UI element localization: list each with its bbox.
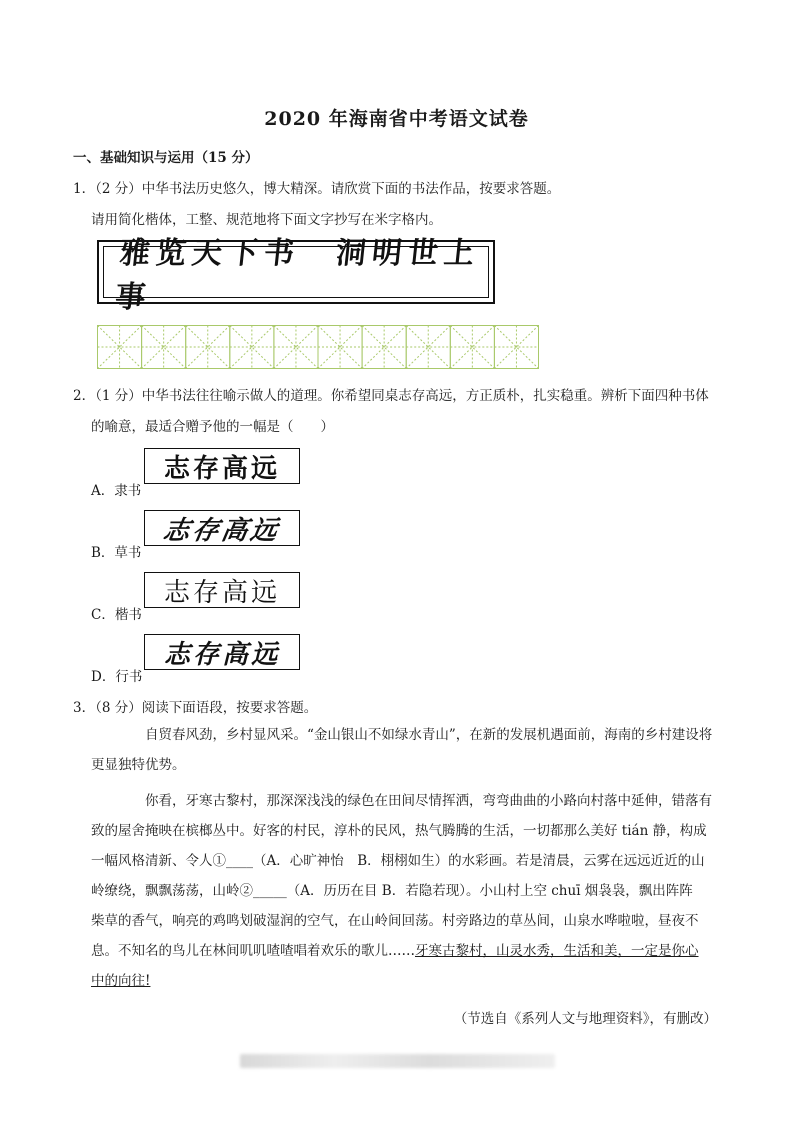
section-heading: 一、基础知识与运用（15 分） — [73, 150, 259, 166]
mi-grid-writing-area[interactable] — [97, 325, 539, 369]
page-title: 2020 年海南省中考语文试卷 — [264, 108, 529, 130]
p1-line1: 自贸春风劲，乡村显风采。“金山银山不如绿水青山”，在新的发展机遇面前，海南的乡村建设将 — [145, 727, 713, 743]
passage — [91, 720, 723, 996]
option-a-image[interactable] — [144, 448, 300, 484]
option-b-image[interactable] — [144, 510, 300, 546]
blurred-footer — [240, 1054, 555, 1068]
p2-line7-underlined: 中的向往! — [91, 973, 151, 989]
p2-line7 — [91, 966, 723, 996]
option-d-calligraphy: 志存高远 — [163, 639, 280, 670]
q2-stem-line1: 2．（1 分）中华书法往往喻示做人的道理。你希望同桌志存高远，方正质朴，扎实稳重。辨析下面四种书体 — [73, 388, 709, 404]
option-b-calligraphy: 志存高远 — [160, 515, 283, 546]
q1-stem: 1．（2 分）中华书法历史悠久，博大精深。请欣赏下面的书法作品，按要求答题。 — [73, 181, 561, 197]
p2-line1: 你看，牙寒古黎村，那深深浅浅的绿色在田间尽情挥洒，弯弯曲曲的小路向村落中延伸，错落有 — [145, 793, 712, 809]
p2-line6 — [91, 936, 723, 966]
p2-line2: 致的屋舍掩映在槟榔丛中。好客的村民，淳朴的民风，热气腾腾的生活，一切都那么美好 tián 静，构成 — [91, 823, 707, 839]
calligraphy-text: 雅览天下书 洞明世上事 — [113, 236, 482, 315]
option-c-image[interactable] — [144, 572, 300, 608]
q3-stem: 3．（8 分）阅读下面语段，按要求答题。 — [73, 700, 318, 716]
option-a-calligraphy: 志存高远 — [163, 453, 280, 484]
calligraphy-banner — [97, 236, 495, 315]
option-c-calligraphy: 志存高远 — [163, 577, 280, 608]
option-a-label: A．隶书 — [91, 483, 142, 499]
q2-stem-line2: 的喻意，最适合赠予他的一幅是（ ） — [91, 419, 334, 435]
source-citation: （节选自《系列人文与地理资料》，有删改） — [453, 1011, 717, 1027]
option-c-label: C．楷书 — [91, 607, 142, 623]
option-b-label: B．草书 — [91, 545, 142, 561]
q1-instruction: 请用简化楷体，工整、规范地将下面文字抄写在米字格内。 — [91, 212, 442, 228]
p2-line4: 岭缭绕，飘飘荡荡，山岭②_____（A．历历在目 B．若隐若现）。小山村上空 chuī 烟袅袅，飘出阵阵 — [91, 883, 693, 899]
p1-line2: 更显独特优势。 — [91, 757, 186, 773]
p2-line3: 一幅风格清新、令人①____（A．心旷神怡 B．栩栩如生）的水彩画。若是清晨，云雾在远远近近的山 — [91, 853, 705, 869]
p2-line6-underlined: 牙寒古黎村，山灵水秀，生活和美，一定是你心 — [415, 943, 699, 959]
p2-line5: 柴草的香气，响亮的鸡鸣划破湿润的空气，在山岭间回荡。村旁路边的草丛间，山泉水哗啦啦，昼夜不 — [91, 913, 699, 929]
option-d-image[interactable] — [144, 634, 300, 670]
option-d-label: D．行书 — [91, 669, 143, 685]
p2-line6-plain: 息。不知名的鸟儿在林间叽叽喳喳唱着欢乐的歌儿…… — [91, 943, 415, 959]
